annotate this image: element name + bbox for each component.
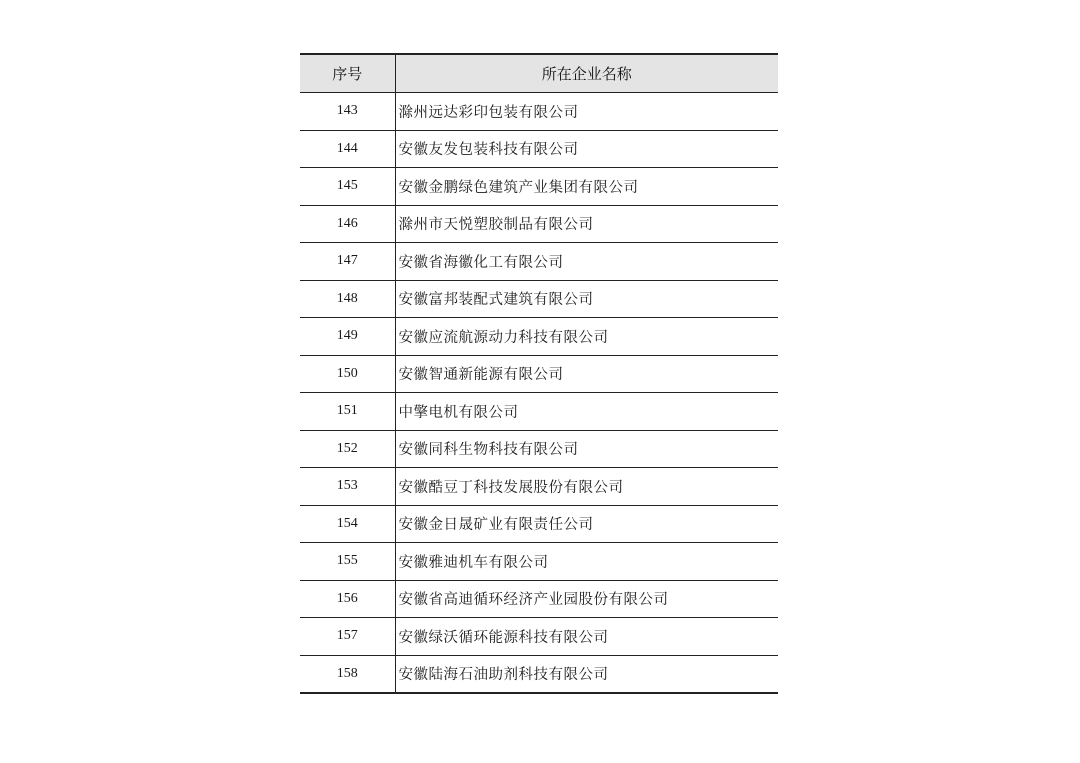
company-name-cell: 滁州市天悦塑胶制品有限公司 xyxy=(395,205,778,243)
table-row xyxy=(300,393,778,431)
table-header xyxy=(300,54,778,93)
table-body xyxy=(300,93,778,694)
serial-number-cell: 158 xyxy=(300,655,395,693)
company-list-table xyxy=(300,53,778,694)
table-row xyxy=(300,280,778,318)
table-row xyxy=(300,130,778,168)
company-name-cell: 安徽陆海石油助剂科技有限公司 xyxy=(395,655,778,693)
company-name-cell: 安徽省海徽化工有限公司 xyxy=(395,243,778,281)
company-name-cell: 安徽酷豆丁科技发展股份有限公司 xyxy=(395,468,778,506)
serial-number-cell: 147 xyxy=(300,243,395,281)
table-row xyxy=(300,655,778,693)
serial-number-cell: 149 xyxy=(300,318,395,356)
company-name-cell: 安徽绿沃循环能源科技有限公司 xyxy=(395,618,778,656)
serial-number-cell: 153 xyxy=(300,468,395,506)
serial-number-cell: 148 xyxy=(300,280,395,318)
company-name-cell: 安徽同科生物科技有限公司 xyxy=(395,430,778,468)
company-name-cell: 安徽富邦装配式建筑有限公司 xyxy=(395,280,778,318)
table-row xyxy=(300,505,778,543)
table-row xyxy=(300,93,778,131)
header-serial-number: 序号 xyxy=(300,54,395,93)
company-name-cell: 安徽省高迪循环经济产业园股份有限公司 xyxy=(395,580,778,618)
serial-number-cell: 157 xyxy=(300,618,395,656)
table-row xyxy=(300,243,778,281)
serial-number-cell: 145 xyxy=(300,168,395,206)
serial-number-cell: 152 xyxy=(300,430,395,468)
company-name-cell: 中擎电机有限公司 xyxy=(395,393,778,431)
serial-number-cell: 155 xyxy=(300,543,395,581)
serial-number-cell: 150 xyxy=(300,355,395,393)
serial-number-cell: 146 xyxy=(300,205,395,243)
serial-number-cell: 151 xyxy=(300,393,395,431)
table-row xyxy=(300,580,778,618)
header-company-name: 所在企业名称 xyxy=(395,54,778,93)
table-row xyxy=(300,543,778,581)
company-name-cell: 安徽金日晟矿业有限责任公司 xyxy=(395,505,778,543)
table-row xyxy=(300,430,778,468)
serial-number-cell: 154 xyxy=(300,505,395,543)
company-name-cell: 滁州远达彩印包装有限公司 xyxy=(395,93,778,131)
table-row xyxy=(300,168,778,206)
table-row xyxy=(300,355,778,393)
table-row xyxy=(300,618,778,656)
table-row xyxy=(300,318,778,356)
table-header-row xyxy=(300,54,778,93)
serial-number-cell: 144 xyxy=(300,130,395,168)
table-row xyxy=(300,205,778,243)
serial-number-cell: 143 xyxy=(300,93,395,131)
company-name-cell: 安徽智通新能源有限公司 xyxy=(395,355,778,393)
company-name-cell: 安徽应流航源动力科技有限公司 xyxy=(395,318,778,356)
serial-number-cell: 156 xyxy=(300,580,395,618)
company-name-cell: 安徽雅迪机车有限公司 xyxy=(395,543,778,581)
company-name-cell: 安徽金鹏绿色建筑产业集团有限公司 xyxy=(395,168,778,206)
table-row xyxy=(300,468,778,506)
company-name-cell: 安徽友发包装科技有限公司 xyxy=(395,130,778,168)
